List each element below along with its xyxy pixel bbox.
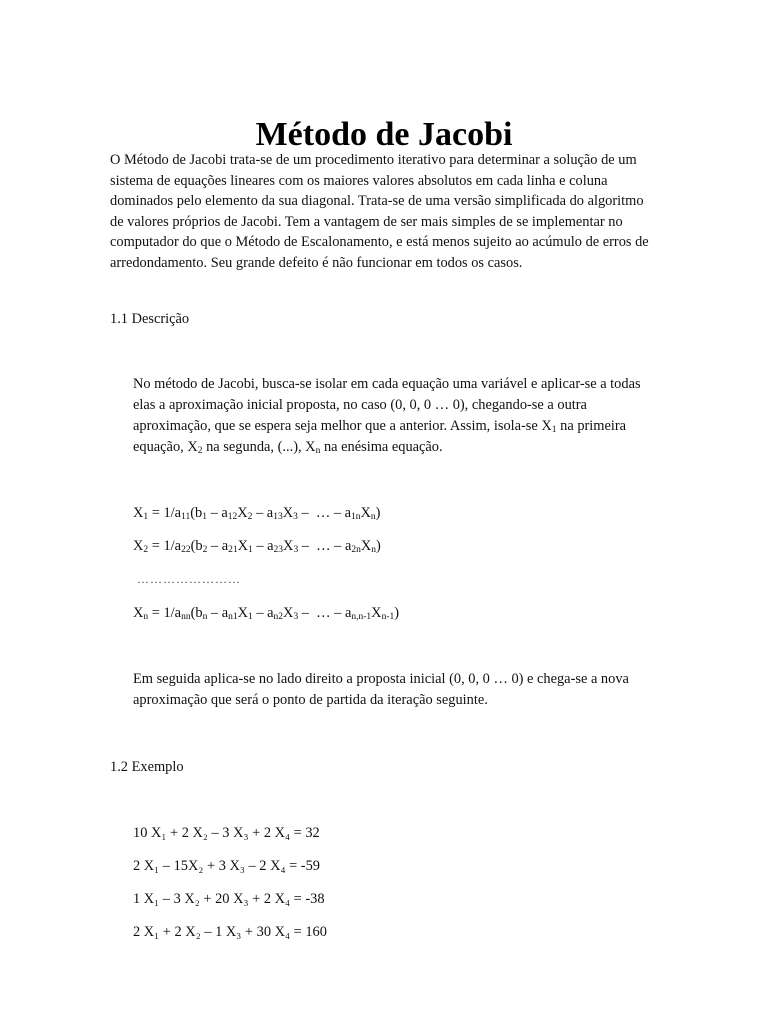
section-heading-descricao: 1.1 Descrição	[110, 311, 190, 327]
iteration-paragraph: Em seguida aplica-se no lado direito a proposta inicial (0, 0, 0 … 0) e chega-se a nova aproximação que será o ponto de partida da iteração seguinte.	[133, 671, 629, 708]
description-paragraph: No método de Jacobi, busca-se isolar em cada equação uma variável e aplicar-se a todas elas a aproximação inicial proposta, no caso (0, 0, 0 … 0), chegando-se a outra aproximação, que se espera seja melhor que a anterior. Assim, isola-se $X_1$ na primeira equação, $X_2$ na segunda, (...), $X_n$ na enésima equação.	[133, 376, 641, 456]
intro-paragraph: O Método de Jacobi trata-se de um procedimento iterativo para determinar a solução de um sistema de equações lineares com os maiores valores absolutos em cada linha e coluna dominados pelo elemento da sua diagonal. Trata-se de uma versão simplificada do algoritmo de valores próprios de Jacobi. Tem a vantagem de ser mais simples de se implementar no computador do que o Método de Escalonamento, e está menos sujeito ao acúmulo de erros de arredondamento. Seu grande defeito é não funcionar em todos os casos.	[110, 152, 649, 271]
equation-x1: $X_1 = 1/a_{11}(b_1 - a_{12}X_2 - a_{13}X_3$ – … – $a_{1n}X_n$)	[133, 505, 381, 522]
page-title: Método de Jacobi	[255, 115, 513, 153]
ellipsis-dots: ……………………	[137, 572, 241, 586]
example-equation-1: 10 X₁ + 2 X₂ – 3 X₃ + 2 X₄ = 32	[133, 825, 320, 841]
section-heading-exemplo: 1.2 Exemplo	[110, 759, 184, 775]
equation-x2: $X_2 = 1/a_{22}(b_2 - a_{21}X_1 - a_{23}X_3$ – … – $a_{2n}X_n$)	[133, 538, 381, 555]
equation-xn: $X_n = 1/a_{nn}(b_n - a_{n1}X_1 - a_{n2}X_3$ – … – $a_{n,n-1}X_{n-1}$)	[133, 605, 400, 622]
example-equation-4: 2 X₁ + 2 X₂ – 1 X₃ + 30 X₄ = 160	[133, 924, 327, 940]
example-equation-3: 1 X₁ – 3 X₂ + 20 X₃ + 2 X₄ = -38	[133, 891, 325, 907]
example-equation-2: 2 X₁ – 15X₂ + 3 X₃ – 2 X₄ = -59	[133, 858, 320, 874]
